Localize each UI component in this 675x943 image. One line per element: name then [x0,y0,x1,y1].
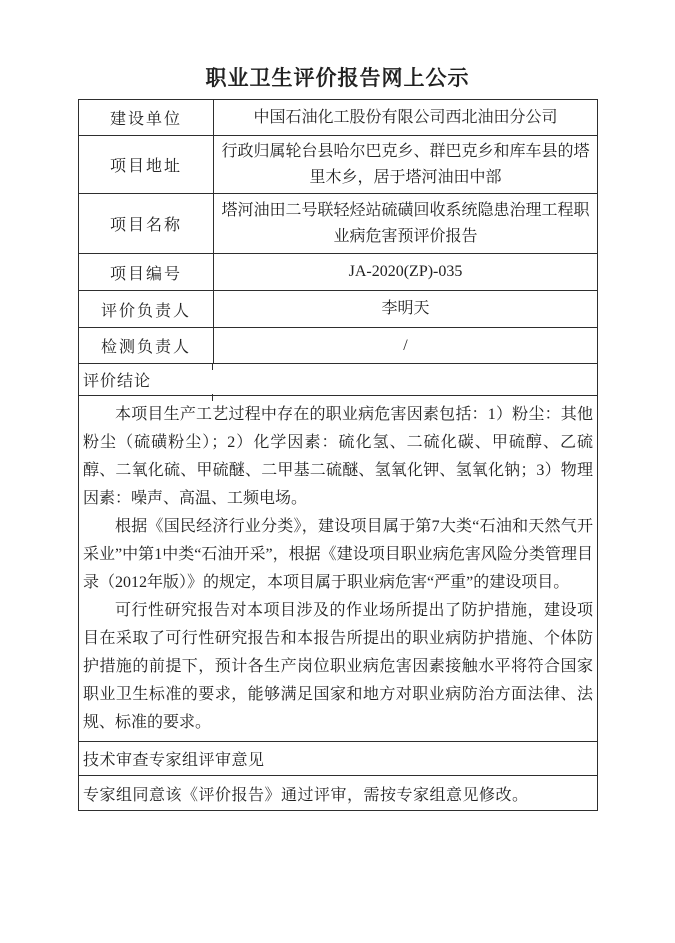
field-value-project-name: 塔河油田二号联轻烃站硫磺回收系统隐患治理工程职业病危害预评价报告 [214,194,598,254]
row-review-header [79,742,598,776]
field-label-project-address: 项目地址 [79,136,214,194]
field-value-project-address: 行政归属轮台县哈尔巴克乡、群巴克乡和库车县的塔里木乡，居于塔河油田中部 [214,136,598,194]
report-table [78,99,598,811]
row-review-opinion [79,776,598,811]
conclusion-paragraph-3: 可行性研究报告对本项目涉及的作业场所提出了防护措施，建设项目在采取了可行性研究报告和本报告所提出的职业病防护措施、个体防护措施的前提下，预计各生产岗位职业病危害因素接触水平将符合国家职业卫生标准的要求，能够满足国家和地方对职业病防治方面法律、法规、标准的要求。 [83,601,593,731]
conclusion-paragraph-2: 根据《国民经济行业分类》，建设项目属于第7大类“石油和天然气开采业”中第1中类“石油开采”，根据《建设项目职业病危害风险分类管理目录（2012年版）》的规定，本项目属于职业病危害“严重”的建设项目。 [83,517,593,591]
row-conclusion-body [79,396,598,742]
row-project-number [79,254,598,291]
conclusion-body [79,396,598,742]
review-header: 技术审查专家组评审意见 [79,742,598,776]
field-label-project-name: 项目名称 [79,194,214,254]
conclusion-paragraph-1: 本项目生产工艺过程中存在的职业病危害因素包括：1）粉尘：其他粉尘（硫磺粉尘）；2）化学因素：硫化氢、二硫化碳、甲硫醇、乙硫醇、二氧化硫、甲硫醚、二甲基二硫醚、氢氧化钾、氢氧化钠；3）物理因素：噪声、高温、工频电场。 [83,405,593,507]
field-value-construction-unit: 中国石油化工股份有限公司西北油田分公司 [214,100,598,136]
field-label-construction-unit: 建设单位 [79,100,214,136]
field-label-testing-lead: 检测负责人 [79,328,214,364]
row-project-name [79,194,598,254]
field-value-project-number: JA-2020(ZP)-035 [214,254,598,291]
row-evaluation-lead [79,291,598,328]
field-value-testing-lead: / [214,328,598,364]
scan-artifact-tick [212,363,213,370]
row-project-address [79,136,598,194]
conclusion-header: 评价结论 [79,364,598,396]
scan-artifact-tick [212,394,213,401]
row-conclusion-header [79,364,598,396]
review-opinion: 专家组同意该《评价报告》通过评审，需按专家组意见修改。 [79,776,598,811]
page-title: 职业卫生评价报告网上公示 [205,66,470,90]
field-label-project-number: 项目编号 [79,254,214,291]
field-label-evaluation-lead: 评价负责人 [79,291,214,328]
row-construction-unit [79,100,598,136]
row-testing-lead [79,328,598,364]
field-value-evaluation-lead: 李明天 [214,291,598,328]
